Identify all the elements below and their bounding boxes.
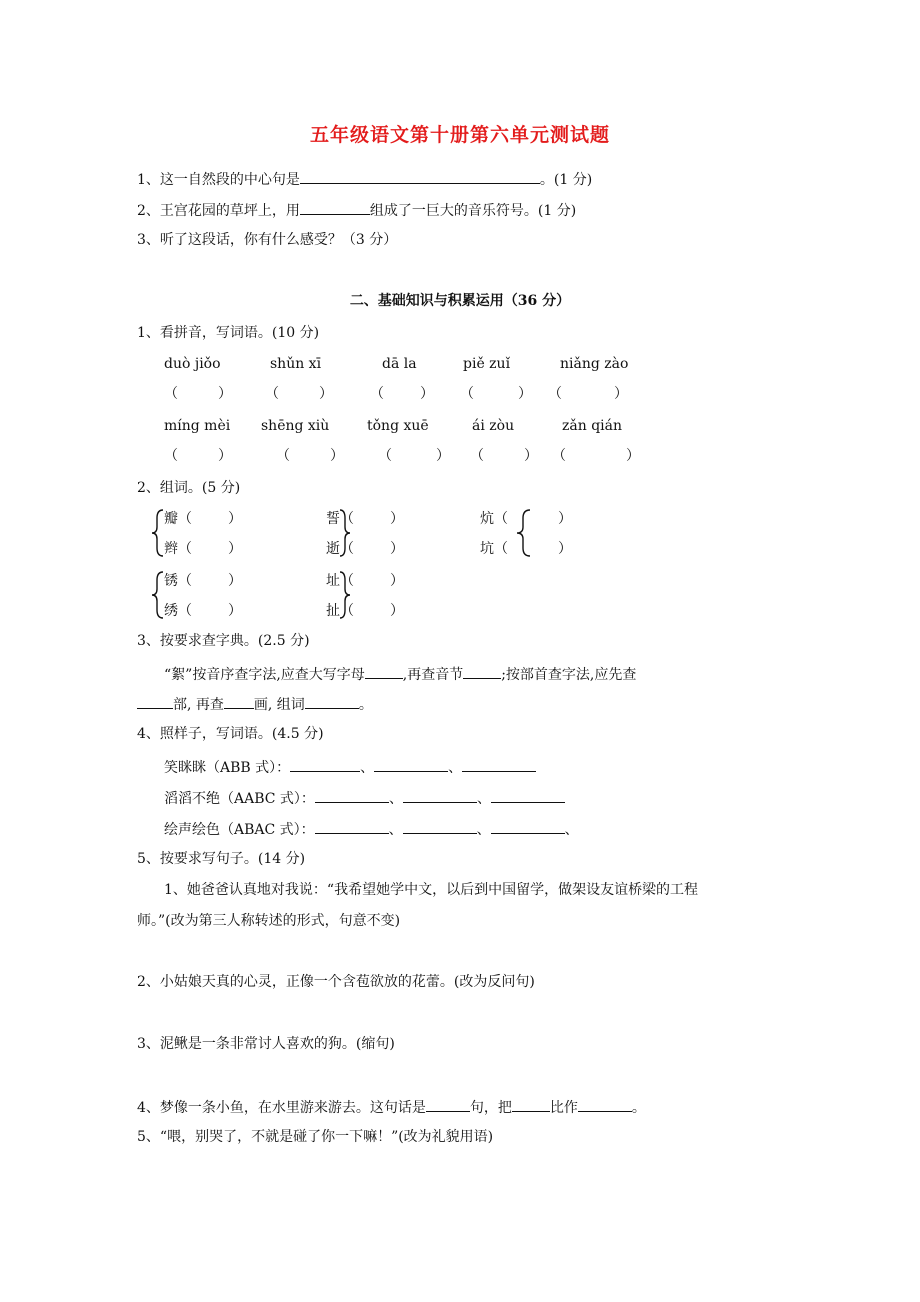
pinyin-item: ái zòu xyxy=(472,418,515,434)
answer-box[interactable]: （ ） xyxy=(548,386,628,402)
blank[interactable] xyxy=(224,696,254,709)
pinyin-item: piě zuǐ xyxy=(463,356,511,372)
sentence-1-line-2: 师。”(改为第三人称转述的形式，句意不变) xyxy=(137,913,401,929)
pinyin-item: niǎng zào xyxy=(560,356,629,372)
s2-q4-label: 4、照样子，写词语。(4.5 分) xyxy=(137,726,324,742)
blank[interactable] xyxy=(491,790,565,803)
pattern-aabc: 滔滔不绝（AABC 式）： 、 、 xyxy=(164,790,565,806)
q2-score: 组成了一巨大的音乐符号。(1 分) xyxy=(369,203,577,219)
answer-box[interactable]: （ ） xyxy=(276,448,344,464)
word-group-item: 锈（ ） xyxy=(164,573,242,589)
pinyin-item: shēng xiù xyxy=(261,418,330,434)
pinyin-item: zǎn qián xyxy=(562,418,622,434)
answer-box[interactable]: （ ） xyxy=(265,386,333,402)
answer-box[interactable]: （ ） xyxy=(552,448,640,464)
blank[interactable] xyxy=(315,790,389,803)
answer-box[interactable]: （ ） xyxy=(460,386,532,402)
section-heading: 二、基础知识与积累运用（36 分） xyxy=(349,293,571,309)
q1-text: 1、这一自然段的中心句是 xyxy=(137,172,300,188)
pinyin-item: míng mèi xyxy=(164,418,231,434)
sentence-3: 3、泥鳅是一条非常讨人喜欢的狗。(缩句) xyxy=(137,1036,395,1052)
blank[interactable] xyxy=(491,821,565,834)
q2-text: 2、王宫花园的草坪上，用 xyxy=(137,203,300,219)
blank[interactable] xyxy=(365,666,403,679)
answer-box[interactable]: （ ） xyxy=(378,448,450,464)
pinyin-item: duò jiǒo xyxy=(164,356,221,372)
word-group-item: 址（ ） xyxy=(326,573,404,589)
sentence-2: 2、小姑娘天真的心灵，正像一个含苞欲放的花蕾。(改为反问句) xyxy=(137,974,535,990)
pattern-abac: 绘声绘色（ABAC 式）： 、 、 、 xyxy=(164,822,579,838)
pinyin-item: tǒng xuē xyxy=(367,418,429,434)
blank[interactable] xyxy=(403,790,477,803)
sentence-5: 5、“喂，别哭了，不就是碰了你一下嘛！”(改为礼貌用语) xyxy=(137,1129,494,1145)
word-group-item: 绣（ ） xyxy=(164,603,242,619)
question-2 xyxy=(137,202,576,218)
word-group-item: 逝（ ） xyxy=(326,541,404,557)
blank[interactable] xyxy=(462,759,536,772)
dictionary-line-2: 部, 再查 画, 组词 。 xyxy=(137,696,373,712)
blank[interactable] xyxy=(290,759,360,772)
blank[interactable] xyxy=(137,696,173,709)
page-title: 五年级语文第十册第六单元测试题 xyxy=(309,124,610,146)
word-group-item: 坑（ ） xyxy=(480,541,572,557)
dictionary-line-1: “絮”按音序查字法,应查大写字母 ,再查音节 ;按部首查字法,应先查 xyxy=(164,667,637,683)
question-1 xyxy=(137,171,592,187)
s2-q2-label: 2、组词。(5 分) xyxy=(137,480,241,496)
sentence-1-line-1: 1、她爸爸认真地对我说：“我希望她学中文，以后到中国留学，做架设友谊桥梁的工程 xyxy=(164,882,699,898)
word-group-item: 瓣（ ） xyxy=(164,511,242,527)
blank[interactable] xyxy=(374,759,448,772)
word-group-item: 扯（ ） xyxy=(326,603,404,619)
s2-q5-label: 5、按要求写句子。(14 分) xyxy=(137,851,306,867)
q1-blank[interactable] xyxy=(300,171,540,184)
answer-box[interactable]: （ ） xyxy=(164,448,232,464)
q2-blank[interactable] xyxy=(300,202,370,215)
question-3: 3、听了这段话，你有什么感受？（3 分） xyxy=(137,232,398,248)
answer-box[interactable]: （ ） xyxy=(370,386,434,402)
word-group-item: 炕（ ） xyxy=(480,511,572,527)
s2-q1-label: 1、看拼音，写词语。(10 分) xyxy=(137,325,320,341)
pattern-abb: 笑眯眯（ABB 式）： 、 、 xyxy=(164,759,536,775)
blank[interactable] xyxy=(463,666,501,679)
s2-q3-label: 3、按要求查字典。(2.5 分) xyxy=(137,633,310,649)
blank[interactable] xyxy=(403,821,477,834)
blank[interactable] xyxy=(315,821,389,834)
pinyin-item: dā la xyxy=(382,356,417,372)
blank[interactable] xyxy=(578,1099,632,1112)
word-group-item: 辫（ ） xyxy=(164,541,242,557)
answer-box[interactable]: （ ） xyxy=(470,448,538,464)
answer-box[interactable]: （ ） xyxy=(164,386,232,402)
pinyin-item: shǔn xī xyxy=(270,356,322,372)
q1-score: 。(1 分) xyxy=(539,172,593,188)
blank[interactable] xyxy=(426,1099,470,1112)
blank[interactable] xyxy=(305,696,359,709)
sentence-4: 4、梦像一条小鱼，在水里游来游去。这句话是 句，把 比作 。 xyxy=(137,1100,646,1116)
word-group-item: 誓（ ） xyxy=(326,511,404,527)
blank[interactable] xyxy=(512,1099,550,1112)
